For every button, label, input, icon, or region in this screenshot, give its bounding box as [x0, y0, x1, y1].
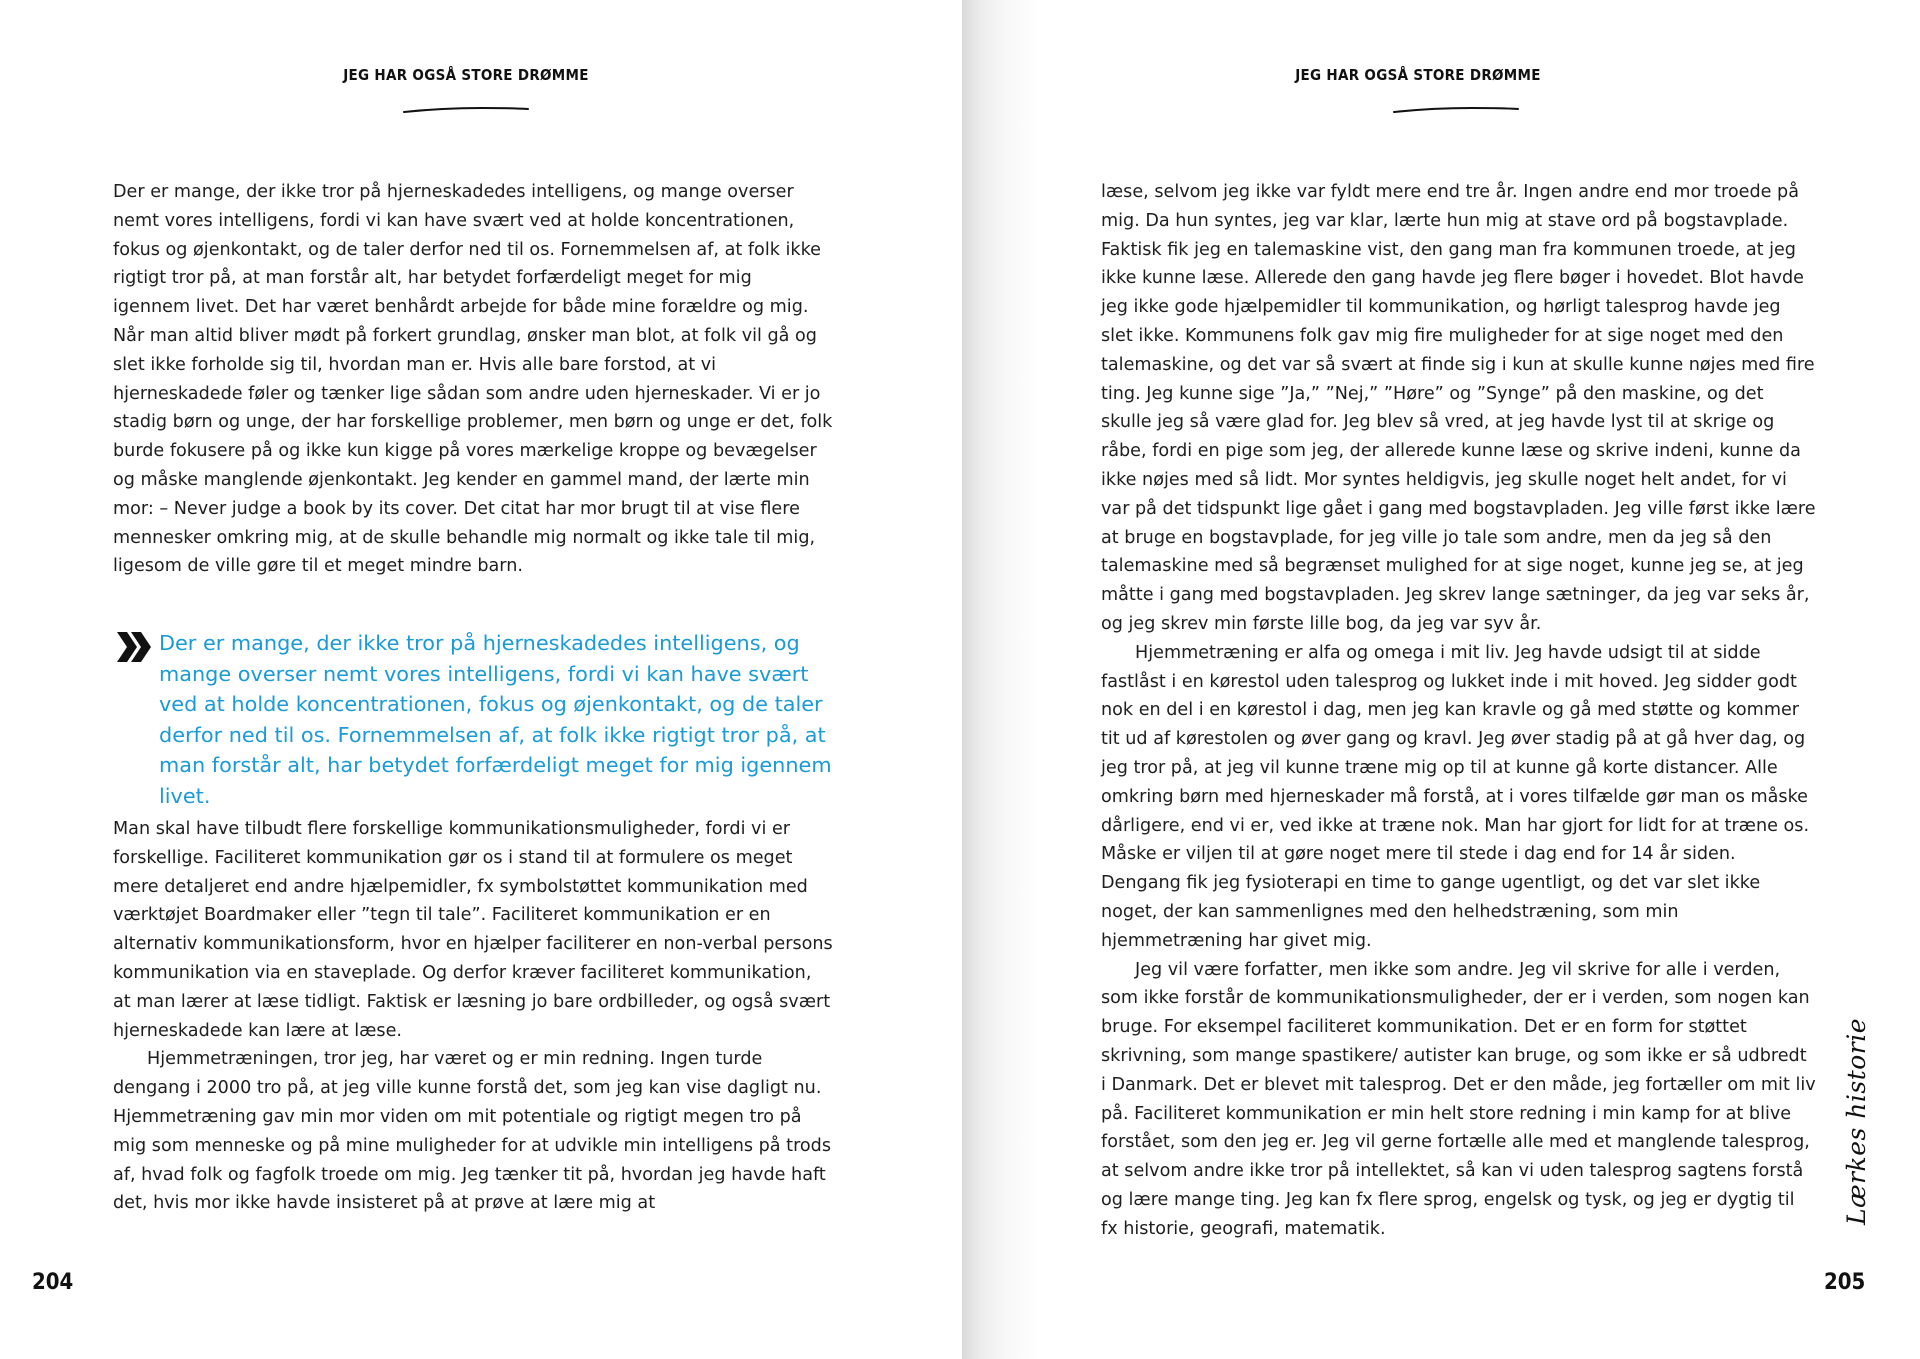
- running-head: JEG HAR OGSÅ STORE DRØMME: [343, 66, 589, 84]
- decorative-rule: [1392, 105, 1522, 115]
- right-page: [962, 0, 1920, 1359]
- paragraph: Hjemmetræning er alfa og omega i mit liv. Jeg havde udsigt til at sidde fastlåst i en kørestol uden talesprog og lukket inde i mit hoved. Jeg sidder godt nok en del i en kørestol i dag, men jeg kan kravle og gå med støtte og kommer tit ud af kørestolen og øver gang og kravl. Jeg øver stadig på at gå hver dag, og jeg tror på, at jeg vil kunne træne mig op til at kunne gå korte distancer. Alle omkring børn med hjerneskader må forstå, at i vores tilfælde gør man os måske dårligere, end vi er, ved ikke at træne nok. Man har gjort for lidt for at træne os. Måske er viljen til at gøre noget mere til stede i dag end for 14 år siden. Dengang fik jeg fysioterapi en time to gange ugentligt, og det var slet ikke noget, der kan sammenlignes med den helhedstræning, som min hjemmetræning har givet mig.: [1101, 642, 1810, 951]
- paragraph: Der er mange, der ikke tror på hjerneskadedes intelligens, og mange overser nemt vores intelligens, fordi vi kan have svært ved at holde koncentrationen, fokus og øjenkontakt, og de taler derfor ned til os. Fornemmelsen af, at folk ikke rigtigt tror på, at man forstår alt, har betydet forfærdeligt meget for mig igennem livet. Det har været benhårdt arbejde for både mine forældre og mig. Når man altid bliver mødt på forkert grundlag, ønsker man blot, at folk vil gå og slet ikke forholde sig til, hvordan man er. Hvis alle bare forstod, at vi hjerneskadede føler og tænker lige sådan som andre uden hjerneskader. Vi er jo stadig børn og unge, der har forskellige problemer, men børn og unge er det, folk burde fokusere på og ikke kun kigge på vores mærkelige kroppe og bevægelser og måske manglende øjenkontakt. Jeg kender en gammel mand, der lærte min mor: – Never judge a book by its cover. Det citat har mor brugt til at vise flere mennesker omkring mig, at de skulle behandle mig normalt og ikke tale til mig, ligesom de ville gøre til et meget mindre barn.: [113, 182, 833, 577]
- decorative-rule: [402, 105, 532, 115]
- paragraph: læse, selvom jeg ikke var fyldt mere end tre år. Ingen andre end mor troede på mig. Da hun syntes, jeg var klar, lærte hun mig at stave ord på bogstavplade. Faktisk fik jeg en talemaskine vist, den gang man fra kommunen troede, at jeg ikke kunne læse. Allerede den gang havde jeg flere bøger i hovedet. Blot havde jeg ikke gode hjælpemidler til kommunikation, og hørligt talesprog havde jeg slet ikke. Kommunens folk gav mig fire muligheder for at sige noget med den talemaskine, og det var så svært at finde sig i kun at skulle kunne nøjes med fire ting. Jeg kunne sige ”Ja,” ”Nej,” ”Høre” og ”Synge” på den maskine, og det skulle jeg så være glad for. Jeg blev så vred, at jeg havde lyst til at skrige og råbe, fordi en pige som jeg, der allerede kunne læse og skrive indeni, kunne da ikke nøjes med så lidt. Mor syntes heldigvis, jeg skulle noget helt andet, for vi var på det tidspunkt lige gået i gang med bogstavpladen. Jeg ville først ikke lære at bruge en bogstavplade, for jeg ville jo tale som andre, men da jeg så den talemaskine med så begrænset mulighed for at sige noget, kunne jeg se, at jeg måtte i gang med bogstavpladen. Jeg skrev lange sætninger, da jeg var seks år, og jeg skrev min første lille bog, da jeg var syv år.: [1101, 182, 1816, 634]
- body-text-top: [113, 178, 833, 581]
- paragraph: Hjemmetræningen, tror jeg, har været og er min redning. Ingen turde dengang i 2000 tro på, at jeg ville kunne forstå det, som jeg kan vise dagligt nu. Hjemmetræning gav min mor viden om mit potentiale og rigtigt megen tro på mig som menneske og på mine muligheder for at udvikle min intelligens på trods af, hvad folk og fagfolk troede om mig. Jeg tænker tit på, hvordan jeg havde haft det, hvis mor ikke havde insisteret på at prøve at lære mig at: [113, 1049, 832, 1214]
- body-text: [1101, 178, 1816, 1243]
- page-number: 205: [1824, 1270, 1866, 1295]
- double-chevron-quote-icon: [115, 630, 155, 664]
- chapter-side-label: Lærkes historie: [1842, 1017, 1871, 1225]
- running-head: JEG HAR OGSÅ STORE DRØMME: [1295, 66, 1541, 84]
- body-text-bottom: [113, 815, 833, 1218]
- page-number: 204: [32, 1270, 74, 1295]
- pull-quote-text: Der er mange, der ikke tror på hjerneskadedes intelligens, og mange overser nemt vores intelligens, fordi vi kan have svært ved at holde koncentrationen, fokus og øjenkontakt, og de taler derfor ned til os. Fornemmelsen af, at folk ikke rigtigt tror på, at man forstår alt, har betydet forfærdeligt meget for mig igennem livet.: [159, 631, 832, 808]
- paragraph: Jeg vil være forfatter, men ikke som andre. Jeg vil skrive for alle i verden, som ikke forstår de kommunikationsmuligheder, der er i verden, som nogen kan bruge. For eksempel faciliteret kommunikation. Det er en form for støttet skrivning, som mange spastikere/ autister kan bruge, og som ikke er så udbredt i Danmark. Det er blevet mit talesprog. Det er den måde, jeg fortæller om mit liv på. Faciliteret kommunikation er min helt store redning i min kamp for at blive forstået, som den jeg er. Jeg vil gerne fortælle alle med et manglende talesprog, at selvom andre ikke tror på intellektet, så kan vi uden talesprog sagtens forstå og lære mange ting. Jeg kan fx flere sprog, engelsk og tysk, og jeg er dygtig til fx historie, geografi, matematik.: [1101, 959, 1816, 1239]
- paragraph: Man skal have tilbudt flere forskellige kommunikationsmuligheder, fordi vi er forskellige. Faciliteret kommunikation gør os i stand til at formulere os meget mere detaljeret end andre hjælpemidler, fx symbolstøttet kommunikation med værktøjet Boardmaker eller ”tegn til tale”. Faciliteret kommunikation er en alternativ kommunikationsform, hvor en hjælper faciliterer en non-verbal persons kommunikation via en staveplade. Og derfor kræver faciliteret kommunikation, at man lærer at læse tidligt. Faktisk er læsning jo bare ordbilleder, og også svært hjerneskadede kan lære at læse.: [113, 819, 833, 1041]
